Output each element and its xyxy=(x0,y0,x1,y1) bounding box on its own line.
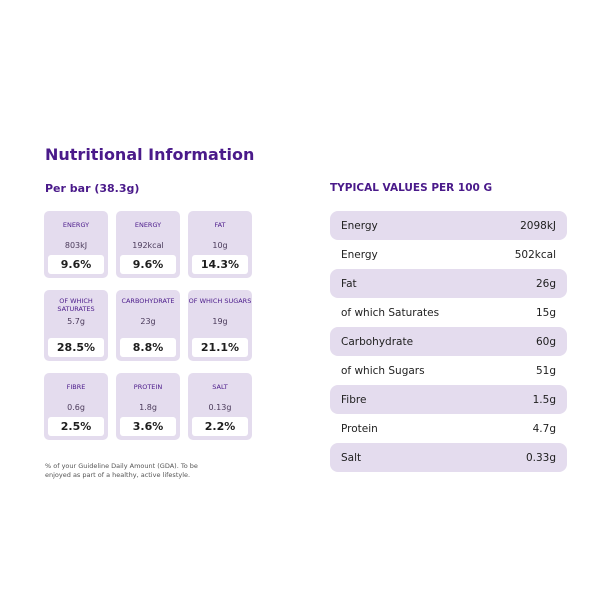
gda-percent: 21.1% xyxy=(192,338,248,357)
gda-amount: 5.7g xyxy=(67,317,85,326)
table-row-energy-kj xyxy=(330,211,567,240)
gda-amount: 10g xyxy=(212,241,228,250)
gda-percent: 9.6% xyxy=(120,255,176,274)
gda-amount: 803kJ xyxy=(64,241,88,250)
gda-label: CARBOHYDRATE xyxy=(121,297,175,305)
gda-amount: 23g xyxy=(140,317,156,326)
gda-percent: 14.3% xyxy=(192,255,248,274)
gda-card-fat xyxy=(188,211,252,278)
nutrient-value: 15g xyxy=(535,306,556,319)
gda-label: OF WHICH SUGARS xyxy=(188,297,252,305)
gda-label: FIBRE xyxy=(66,383,86,391)
gda-label: SALT xyxy=(212,383,228,391)
nutrient-value: 0.33g xyxy=(525,451,556,464)
gda-card-saturates xyxy=(44,290,108,361)
gda-card-carbohydrate xyxy=(116,290,180,361)
gda-card-salt xyxy=(188,373,252,440)
gda-percent: 3.6% xyxy=(120,417,176,436)
table-row-fibre xyxy=(330,385,567,414)
gda-label: ENERGY xyxy=(62,221,90,229)
typical-values-heading: TYPICAL VALUES PER 100 G xyxy=(330,182,493,194)
nutrient-name: Energy xyxy=(341,219,378,232)
table-row-carbohydrate xyxy=(330,327,567,356)
gda-label: FAT xyxy=(214,221,226,229)
nutrient-name: of which Saturates xyxy=(341,306,440,319)
table-row-fat xyxy=(330,269,567,298)
nutrient-name: of which Sugars xyxy=(341,364,425,377)
gda-amount: 0.13g xyxy=(208,403,232,412)
gda-label: PROTEIN xyxy=(133,383,163,391)
gda-card-energy-kj xyxy=(44,211,108,278)
page-title: Nutritional Information xyxy=(45,145,255,164)
gda-percent: 8.8% xyxy=(120,338,176,357)
table-row-energy-kcal xyxy=(330,240,567,269)
gda-amount: 1.8g xyxy=(139,403,157,412)
table-row-sugars xyxy=(330,356,567,385)
nutrient-value: 51g xyxy=(535,364,556,377)
gda-percent: 2.5% xyxy=(48,417,104,436)
gda-percent: 2.2% xyxy=(192,417,248,436)
gda-footnote: % of your Guideline Daily Amount (GDA). To be enjoyed as part of a healthy, active lifestyle. xyxy=(45,462,198,479)
typical-values-table xyxy=(330,211,567,472)
gda-card-sugars xyxy=(188,290,252,361)
nutrient-name: Protein xyxy=(341,422,378,435)
gda-card-fibre xyxy=(44,373,108,440)
table-row-saturates xyxy=(330,298,567,327)
gda-amount: 0.6g xyxy=(67,403,85,412)
gda-percent: 28.5% xyxy=(48,338,104,357)
table-row-salt xyxy=(330,443,567,472)
nutrient-name: Fibre xyxy=(341,393,367,406)
nutrient-value: 26g xyxy=(535,277,556,290)
table-row-protein xyxy=(330,414,567,443)
nutrient-value: 2098kJ xyxy=(520,219,556,232)
nutrient-name: Fat xyxy=(341,277,357,290)
gda-card-energy-kcal xyxy=(116,211,180,278)
gda-label: OF WHICH SATURATES xyxy=(57,297,95,313)
gda-amount: 192kcal xyxy=(132,241,164,250)
nutrient-value: 60g xyxy=(535,335,556,348)
nutrient-name: Energy xyxy=(341,248,378,261)
per-bar-heading: Per bar (38.3g) xyxy=(45,182,140,195)
gda-card-protein xyxy=(116,373,180,440)
gda-amount: 19g xyxy=(212,317,228,326)
gda-label: ENERGY xyxy=(134,221,162,229)
gda-grid xyxy=(44,211,252,452)
gda-percent: 9.6% xyxy=(48,255,104,274)
nutrient-name: Salt xyxy=(341,451,362,464)
nutrient-value: 502kcal xyxy=(514,248,556,261)
nutrient-value: 4.7g xyxy=(532,422,556,435)
nutrient-value: 1.5g xyxy=(532,393,556,406)
nutrient-name: Carbohydrate xyxy=(341,335,414,348)
